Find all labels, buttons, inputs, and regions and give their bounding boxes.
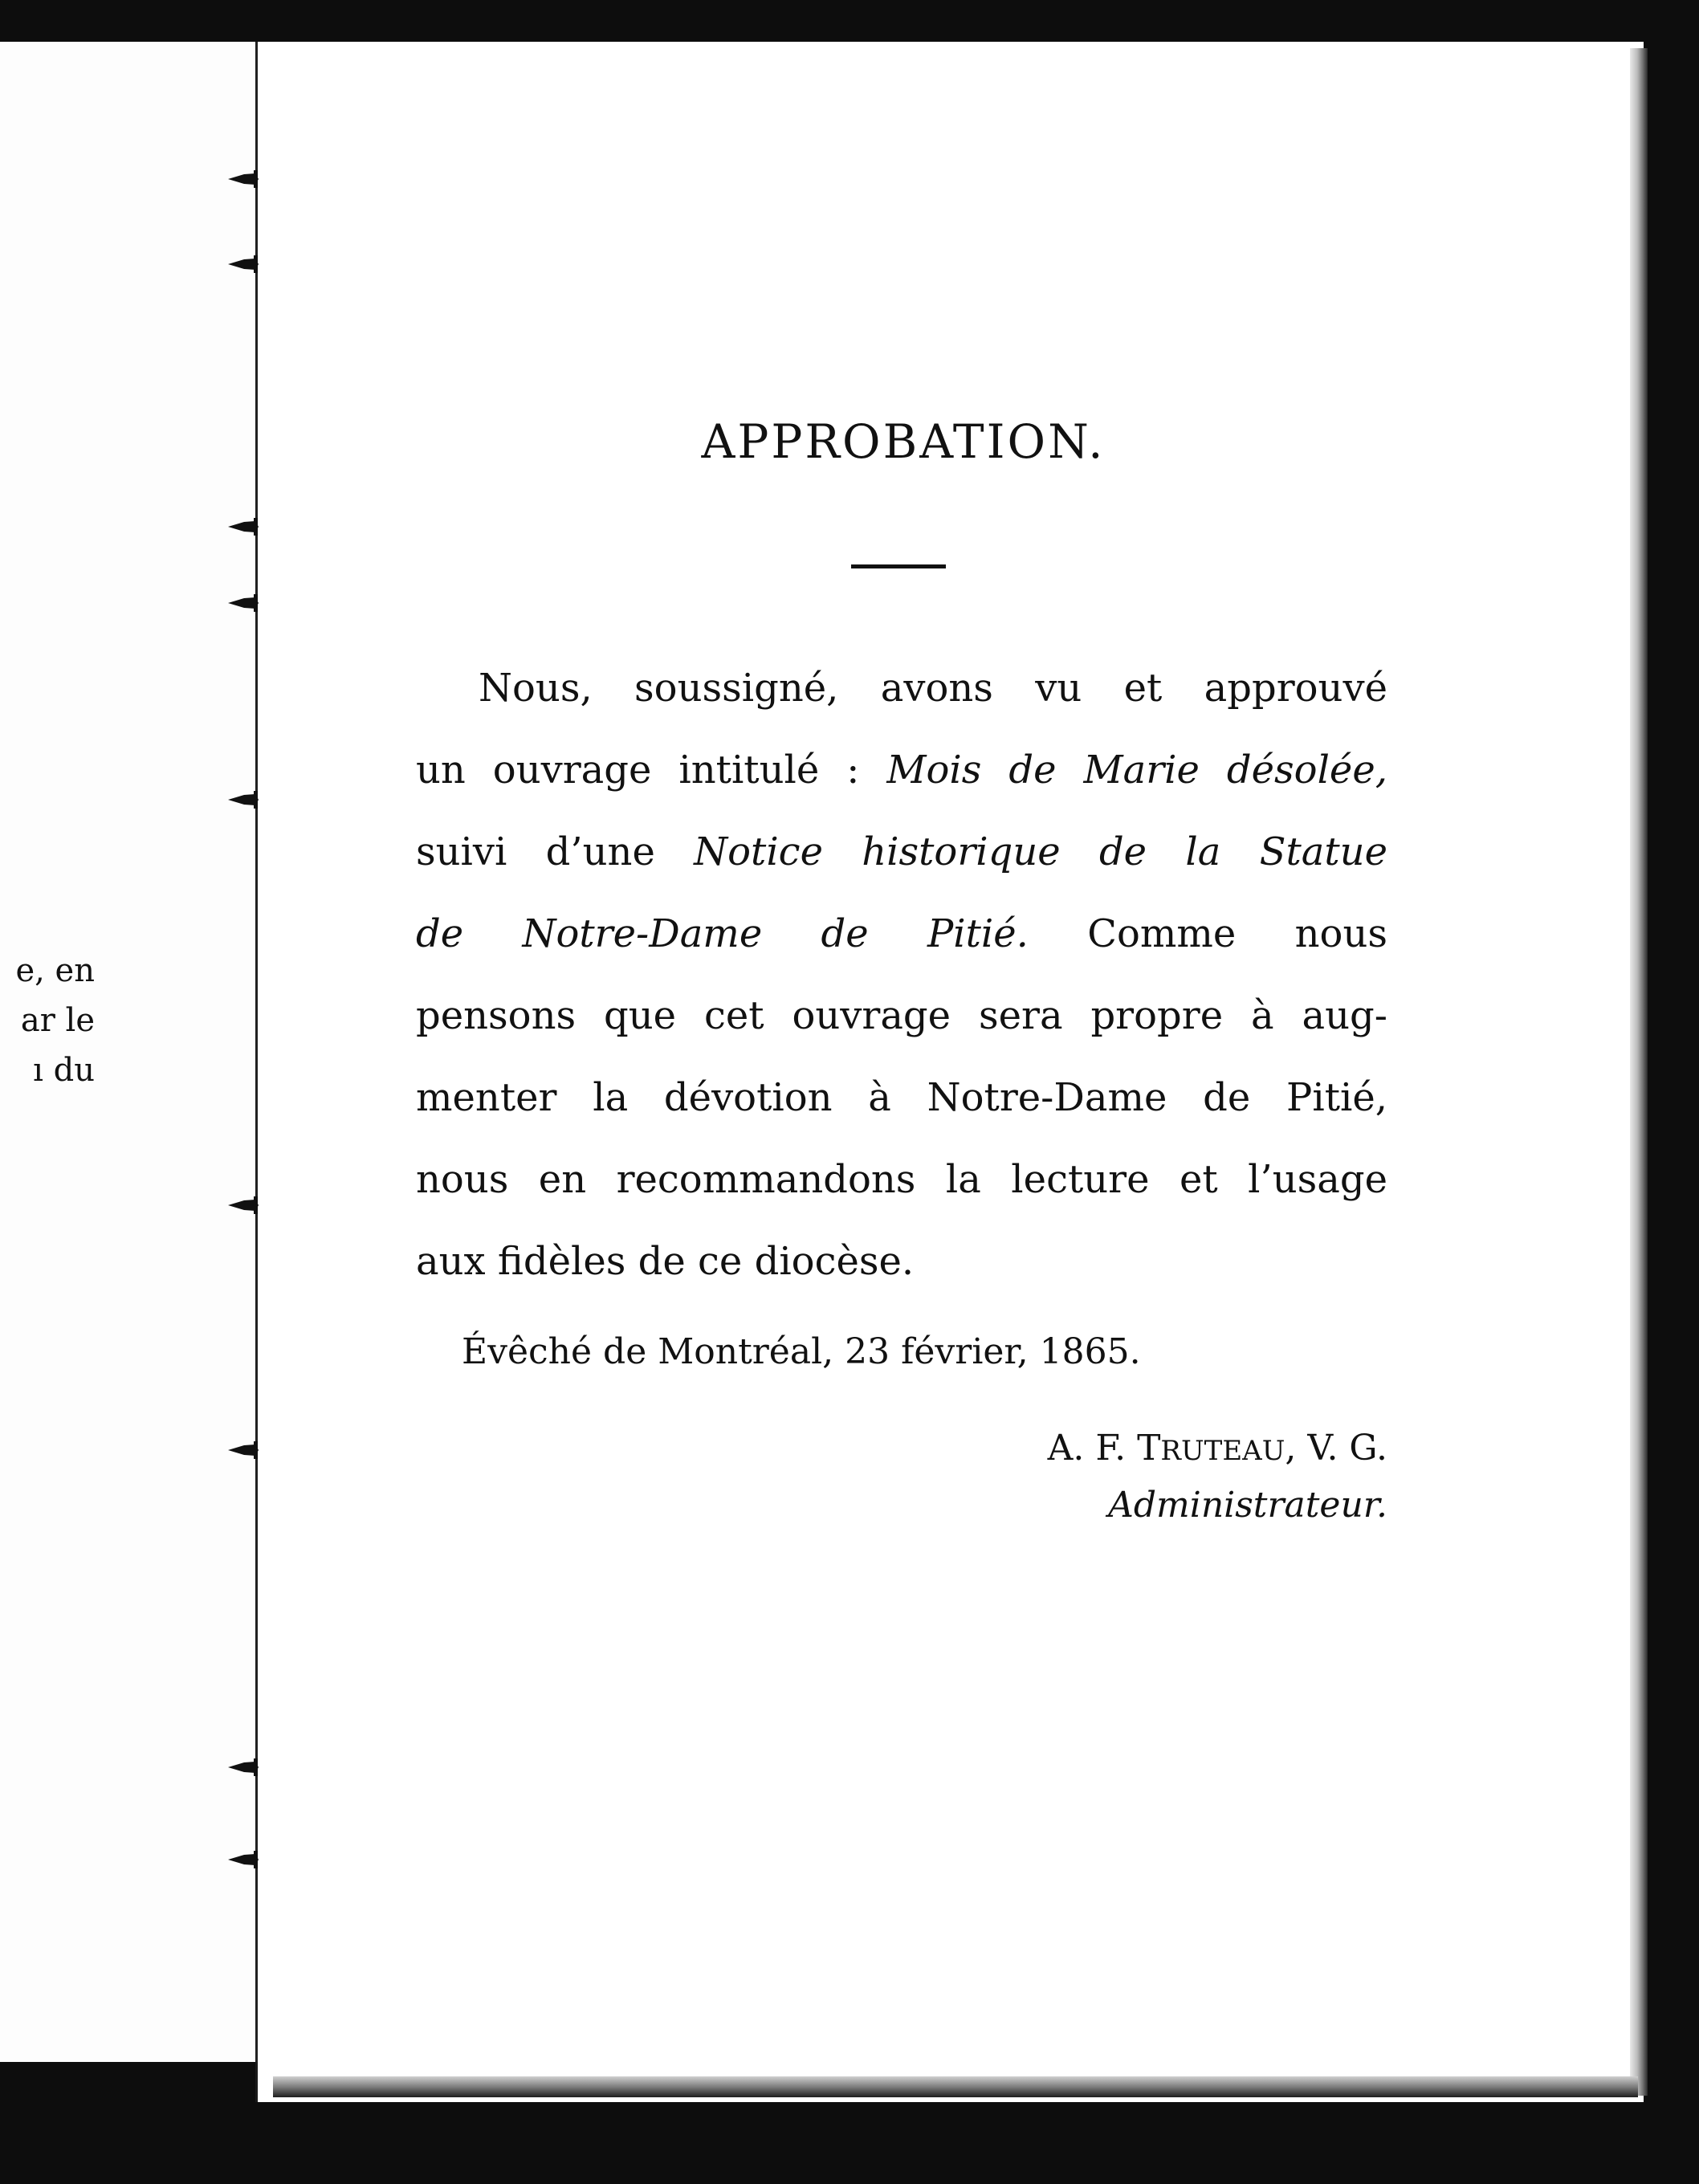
approbation-body-text	[416, 647, 1387, 1302]
binding-stitch-mark	[226, 791, 283, 809]
signature-block	[1048, 1421, 1387, 1533]
left-page-text-fragment	[0, 946, 95, 1095]
binding-stitch-mark	[226, 1851, 283, 1868]
signature-surname-rest: RUTEAU	[1160, 1435, 1285, 1467]
signature-name-prefix: A. F.	[1047, 1428, 1138, 1469]
italic-title-text: Mois de Marie désolée,	[886, 748, 1387, 793]
left-fragment-line-3: ı du	[33, 1052, 95, 1089]
body-text-segment: Comme nous	[1028, 911, 1388, 956]
signature-name	[1048, 1421, 1387, 1478]
italic-title-text: de Notre-Dame de Pitié.	[416, 911, 1029, 956]
body-line	[416, 1139, 1387, 1220]
body-text-segment: menter la dévotion à Notre-Dame de Pitié,	[416, 1075, 1387, 1120]
page-edge-shadow	[1630, 48, 1648, 2096]
body-text-segment: nous en recommandons la lecture et l’usage	[416, 1157, 1387, 1202]
body-text-segment: Nous, soussigné, avons vu et approuvé	[479, 666, 1387, 711]
body-text-segment: aux fidèles de ce diocèse.	[416, 1239, 915, 1284]
left-page	[0, 42, 255, 2062]
binding-stitch-mark	[226, 255, 283, 273]
binding-stitch-mark	[226, 518, 283, 536]
body-line	[416, 975, 1387, 1057]
body-line	[416, 1057, 1387, 1139]
body-text-segment: un ouvrage intitulé :	[416, 748, 887, 793]
body-line	[416, 729, 1387, 811]
signature-name-suffix: , V. G.	[1285, 1428, 1387, 1469]
italic-title-text: Notice historique de la Statue	[694, 829, 1387, 874]
body-line	[416, 647, 1387, 729]
binding-stitch-mark	[226, 1758, 283, 1776]
title-divider-rule	[851, 564, 946, 568]
body-line	[416, 1220, 1387, 1302]
dateline: Évêché de Montréal, 23 février, 1865.	[462, 1331, 1141, 1372]
signature-surname-initial: T	[1137, 1428, 1161, 1469]
body-text-segment: pensons que cet ouvrage sera propre à aug-	[416, 993, 1387, 1038]
left-fragment-line-1: e, en	[15, 952, 95, 989]
binding-stitch-mark	[226, 1196, 283, 1214]
page-title: APPROBATION.	[701, 414, 1106, 469]
body-line	[416, 811, 1387, 893]
page-bottom-edge	[273, 2076, 1638, 2097]
binding-stitch-mark	[226, 594, 283, 612]
signature-role: Administrateur.	[1108, 1485, 1387, 1526]
body-line	[416, 893, 1387, 975]
body-text-segment: suivi d’une	[416, 829, 695, 874]
binding-stitch-mark	[226, 1441, 283, 1459]
binding-stitch-mark	[226, 170, 283, 188]
left-fragment-line-2: ar le	[20, 1002, 95, 1039]
